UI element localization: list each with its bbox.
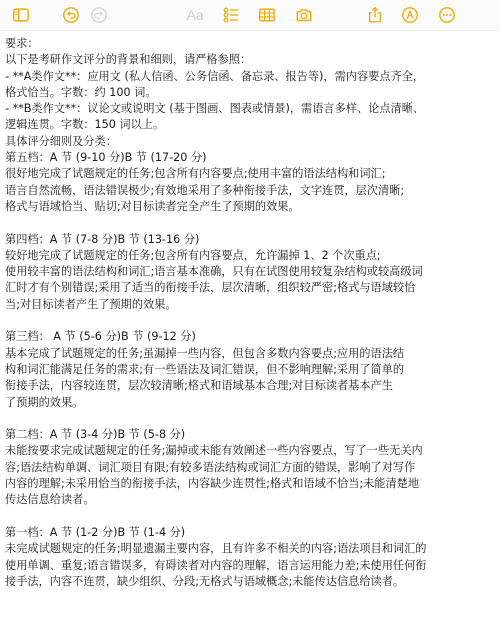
note-line: 第五档：A 节 (9-10 分)B 节 (17-20 分): [5, 151, 207, 165]
note-line: 较好地完成了试题规定的任务;包含所有内容要点，允许漏掉 1、2 个次重点;: [5, 248, 381, 262]
markup-icon[interactable]: [400, 5, 420, 25]
more-icon[interactable]: [437, 5, 457, 25]
format-icon[interactable]: [183, 5, 207, 25]
camera-icon[interactable]: [294, 5, 314, 25]
note-line: 要求：: [5, 37, 39, 50]
undo-icon[interactable]: [61, 5, 81, 25]
note-line: 构和词汇能满足任务的需求;有一些语法及词汇错误，但不影响理解;采用了简单的: [5, 362, 405, 376]
note-line: 格式恰当。字数：约 100 词。: [5, 85, 157, 99]
note-line: 语言自然流畅，语法错误极少;有效地采用了多种衔接手法，文字连贯，层次清晰;: [5, 183, 405, 197]
redo-icon[interactable]: [89, 5, 109, 25]
note-line: 很好地完成了试题规定的任务;包含所有内容要点;使用丰富的语法结构和词汇;: [5, 167, 386, 181]
note-line: 第二档：A 节 (3-4 分)B 节 (5-8 分): [5, 428, 186, 442]
note-line: 使用单调、重复;语言错误多，有碍读者对内容的理解，语言运用能力差;未使用任何衔: [5, 558, 427, 572]
note-body[interactable]: [5, 36, 495, 590]
blank-line: [5, 411, 495, 427]
note-line: 当;对目标读者产生了预期的效果。: [5, 297, 177, 311]
note-line: 接手法，内容不连贯，缺少组织、分段;无格式与语域概念;未能传达信息给读者。: [5, 574, 405, 588]
note-line: - **A类作文**：应用文 (私人信函、公务信函、备忘录、报告等)，需内容要点齐全，: [5, 69, 425, 83]
note-line: 内容的理解;未采用恰当的衔接手法，内容缺少连贯性;格式和语域不恰当;未能清楚地: [5, 477, 420, 491]
blank-line: [5, 313, 495, 329]
share-icon[interactable]: [365, 5, 385, 25]
note-line: 第四档：A 节 (7-8 分)B 节 (13-16 分): [5, 232, 200, 246]
note-line: 逻辑连贯。字数：150 词以上。: [5, 118, 165, 132]
note-line: 基本完成了试题规定的任务;虽漏掉一些内容，但包含多数内容要点;应用的语法结: [5, 346, 405, 360]
blank-line: [5, 509, 495, 525]
notes-toolbar: [0, 0, 500, 31]
note-line: 容;语法结构单调、词汇项目有限;有较多语法结构或词汇方面的错误，影响了对写作: [5, 460, 416, 474]
note-line: 第三档： A 节 (5-6 分)B 节 (9-12 分): [5, 330, 196, 344]
note-line: 具体评分细则及分类：: [5, 134, 117, 148]
note-line: 以下是考研作文评分的背景和细则，请严格参照：: [5, 53, 252, 67]
table-icon[interactable]: [257, 5, 277, 25]
note-line: 未完成试题规定的任务;明显遗漏主要内容，且有许多不相关的内容;语法项目和词汇的: [5, 542, 427, 556]
checklist-icon[interactable]: [221, 5, 241, 25]
note-line: 汇时才有个别错误;采用了适当的衔接手法，层次清晰，组织较严密;格式与语域较恰: [5, 281, 416, 295]
note-line: 第一档：A 节 (1-2 分)B 节 (1-4 分): [5, 525, 186, 539]
note-line: 格式与语域恰当、贴切;对目标读者完全产生了预期的效果。: [5, 199, 300, 213]
note-line: 衔接手法，内容较连贯，层次较清晰;格式和语域基本合理;对目标读者基本产生: [5, 379, 393, 393]
sidebar-icon[interactable]: [11, 5, 31, 25]
note-line: 传达信息给读者。: [5, 493, 95, 507]
blank-line: [5, 215, 495, 231]
note-line: 了预期的效果。: [5, 395, 84, 409]
note-line: - **B类作文**：议论文或说明文 (基于图画、图表或情景)，需语言多样、论点清晰、: [5, 102, 425, 116]
format-label: Aa: [186, 7, 204, 23]
note-line: 使用较丰富的语法结构和词汇;语言基本准确，只有在试图使用较复杂结构或较高级词: [5, 265, 423, 279]
note-line: 未能按要求完成试题规定的任务;漏掉或未能有效阐述一些内容要点，写了一些无关内: [5, 444, 423, 458]
